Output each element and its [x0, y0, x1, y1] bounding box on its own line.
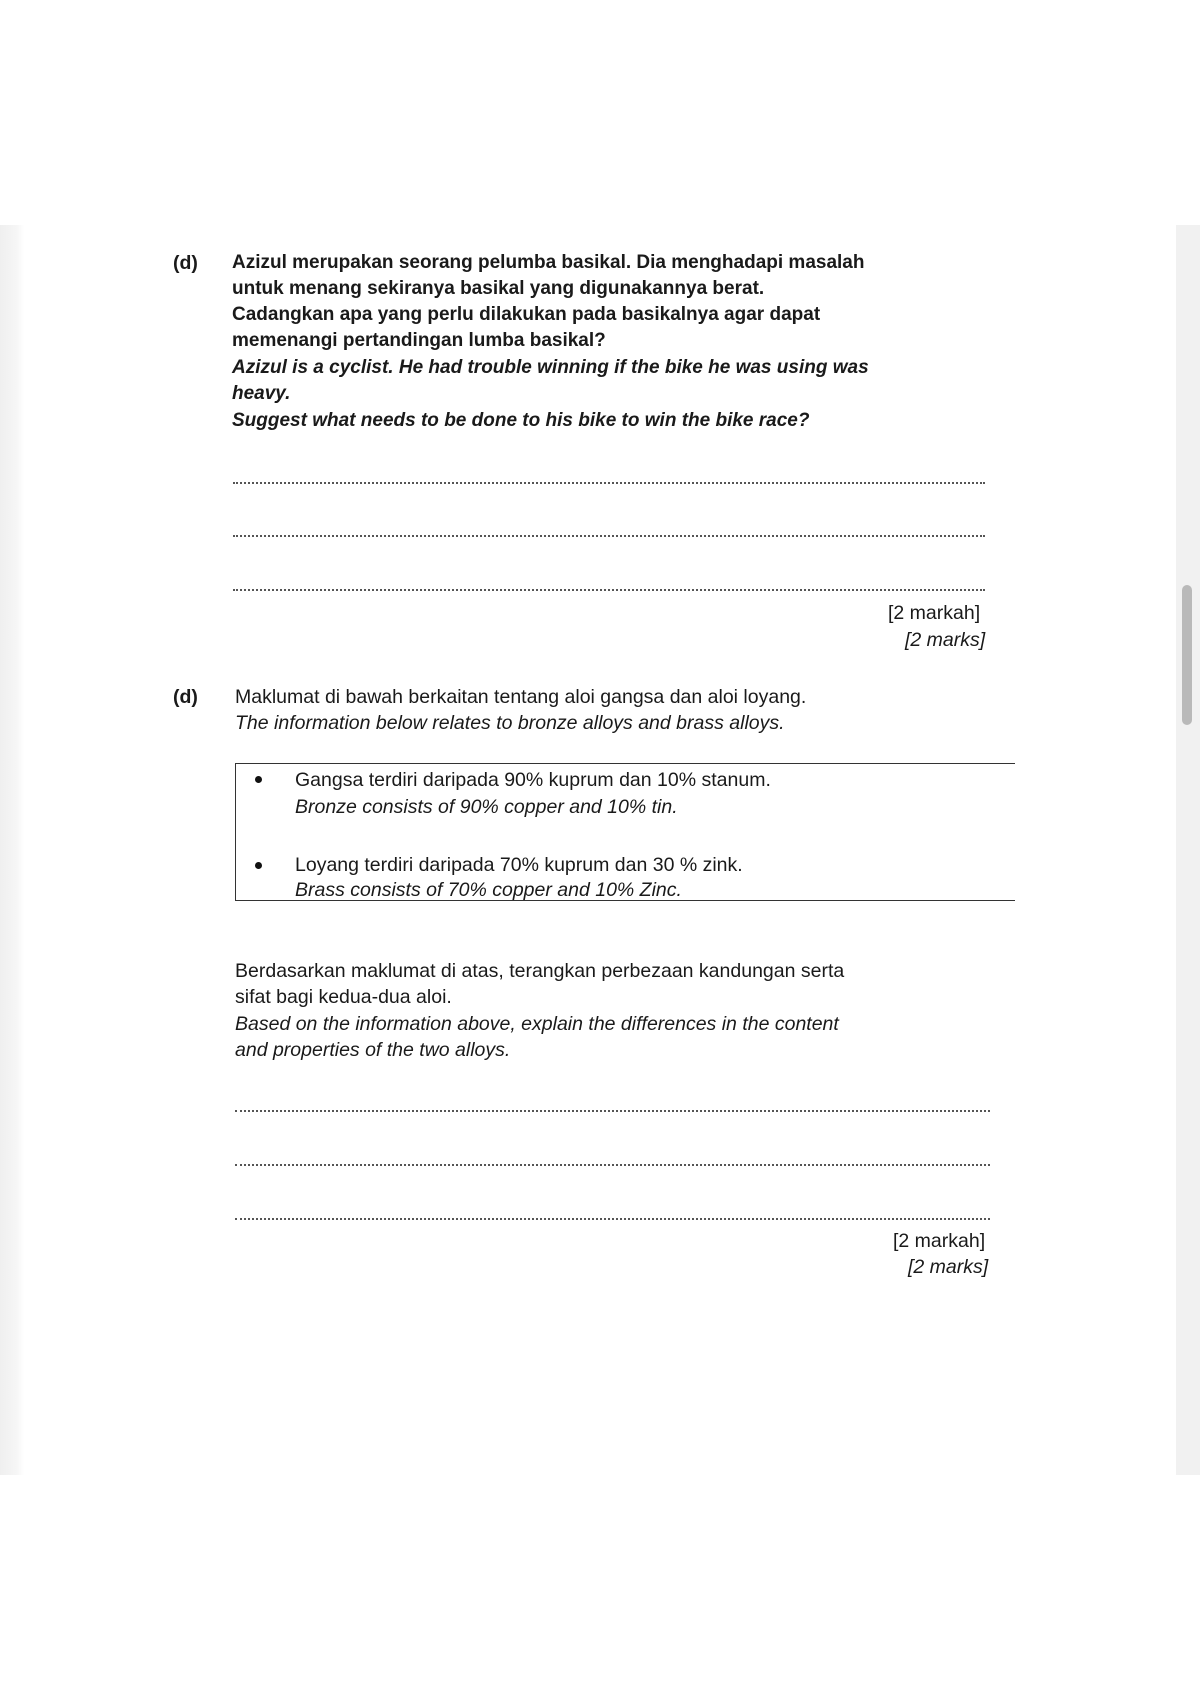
question-text-english-line-3: Suggest what needs to be done to his bike to win the bike race?	[232, 410, 810, 431]
question-text-malay-line-1: Azizul merupakan seorang pelumba basikal. Dia menghadapi masalah	[232, 252, 865, 273]
question-intro-malay: Maklumat di bawah berkaitan tentang aloi gangsa dan aloi loyang.	[235, 686, 807, 708]
marks-english: [2 marks]	[905, 629, 986, 651]
question-text-malay-line-4: memenangi pertandingan lumba basikal?	[232, 330, 606, 351]
page-left-edge	[0, 225, 24, 1475]
info-item-english: Brass consists of 70% copper and 10% Zinc.	[295, 879, 682, 901]
info-item-english: Bronze consists of 90% copper and 10% tin.	[295, 796, 678, 818]
scrollbar-thumb[interactable]	[1182, 585, 1192, 725]
info-item-malay: Gangsa terdiri daripada 90% kuprum dan 10% stanum.	[295, 769, 771, 791]
question-text-english-line-2: and properties of the two alloys.	[235, 1039, 511, 1061]
answer-line[interactable]	[235, 1218, 990, 1220]
info-box-left-border	[235, 763, 236, 901]
info-item-malay: Loyang terdiri daripada 70% kuprum dan 30 % zink.	[295, 854, 743, 876]
answer-line[interactable]	[235, 1164, 990, 1166]
question-text-english-line-1: Based on the information above, explain the differences in the content	[235, 1013, 839, 1035]
question-text-malay-line-2: sifat bagi kedua-dua aloi.	[235, 986, 452, 1008]
bullet-icon	[255, 862, 262, 869]
marks-english: [2 marks]	[908, 1256, 989, 1278]
marks-malay: [2 markah]	[893, 1230, 986, 1252]
answer-line[interactable]	[233, 589, 985, 591]
question-text-english-line-1: Azizul is a cyclist. He had trouble winning if the bike he was using was	[232, 357, 869, 378]
answer-line[interactable]	[235, 1110, 990, 1112]
question-label: (d)	[173, 686, 198, 708]
bullet-icon	[255, 776, 262, 783]
question-text-malay-line-1: Berdasarkan maklumat di atas, terangkan perbezaan kandungan serta	[235, 960, 845, 982]
question-text-english-line-2: heavy.	[232, 383, 291, 404]
answer-line[interactable]	[233, 482, 985, 484]
scrollbar-track[interactable]	[1176, 225, 1200, 1475]
info-box-top-border	[235, 763, 1015, 764]
question-text-malay-line-3: Cadangkan apa yang perlu dilakukan pada basikalnya agar dapat	[232, 304, 821, 325]
answer-line[interactable]	[233, 535, 985, 537]
question-label: (d)	[173, 252, 198, 274]
question-text-malay-line-2: untuk menang sekiranya basikal yang digunakannya berat.	[232, 278, 765, 299]
question-intro-english: The information below relates to bronze alloys and brass alloys.	[235, 712, 785, 734]
marks-malay: [2 markah]	[888, 602, 981, 624]
